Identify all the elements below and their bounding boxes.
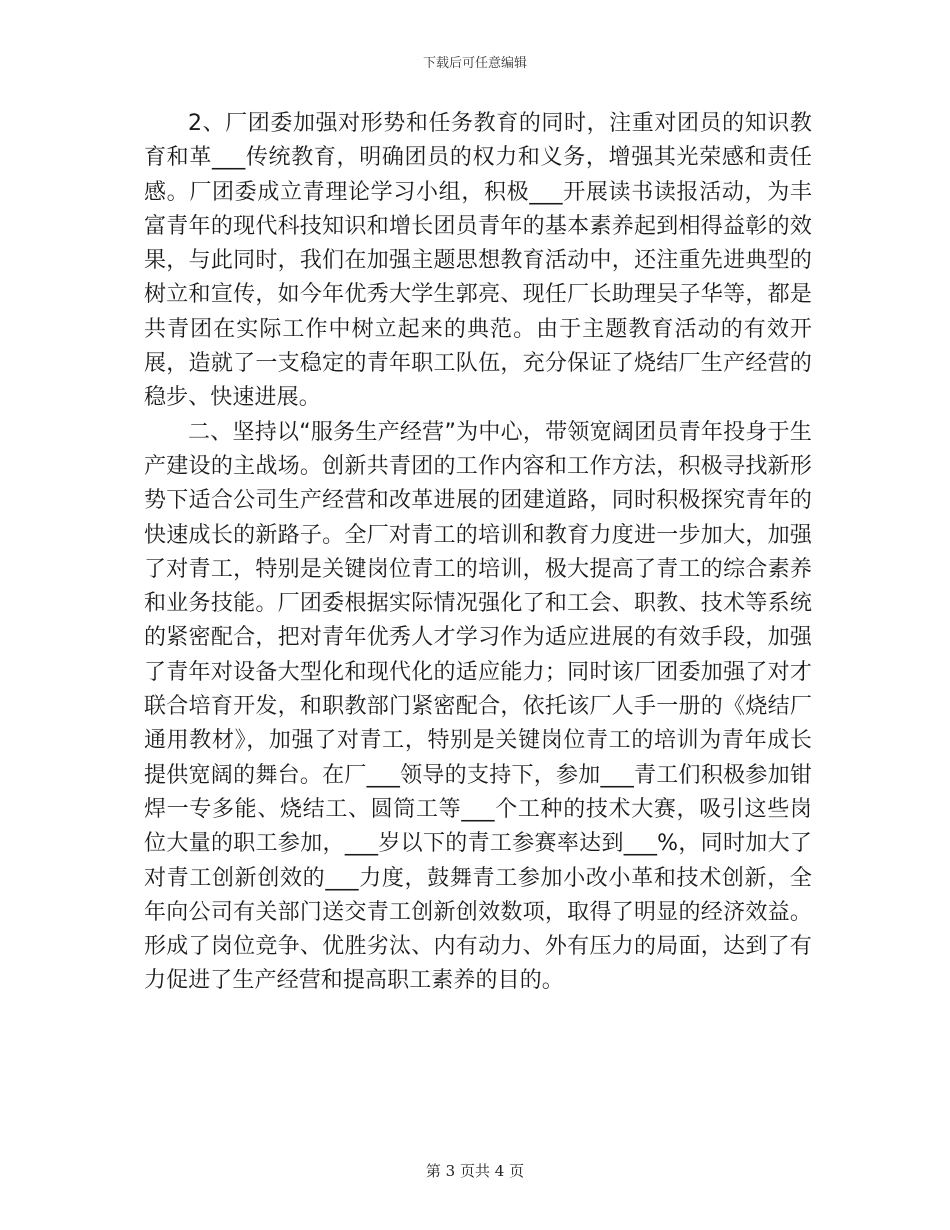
page-number: 第 3 页共 4 页 [425,1162,525,1180]
paragraph-production-service: 二、坚持以“服务生产经营”为中心，带领宽阔团员青年投身于生产建设的主战场。创新共青团的工作内容和工作方法，积极寻找新形势下适合公司生产经营和改革进展的团建道路，同时积极探究青年的快速成长的新路子。全厂对青工的培训和教育力度进一步加大，加强了对青工，特别是关键岗位青工的培训，极大提高了青工的综合素养和业务技能。厂团委根据实际情况强化了和工会、职教、技术等系统的紧密配合，把对青年优秀人才学习作为适应进展的有效手段，加强了青年对设备大型化和现代化的适应能力；同时该厂团委加强了对才联合培育开发，和职教部门紧密配合，依托该厂人手一册的《烧结厂通用教材》，加强了对青工，特别是关键岗位青工的培训为青年成长提供宽阔的舞台。在厂___领导的支持下，参加___青工们积极参加钳焊一专多能、烧结工、圆筒工等___个工种的技术大赛，吸引这些岗位大量的职工参加，___岁以下的青工参赛率达到___%，同时加大了对青工创新创效的___力度，鼓舞青工参加小改小革和技术创新，全年向公司有关部门送交青工创新创效数项，取得了明显的经济效益。形成了岗位竞争、优胜劣汰、内有动力、外有压力的局面，达到了有力促进了生产经营和提高职工素养的目的。 [144,419,812,994]
paragraph-education: 2、厂团委加强对形势和任务教育的同时，注重对团员的知识教育和革___传统教育，明确团员的权力和义务，增强其光荣感和责任感。厂团委成立青理论学习小组，积极___开展读书读报活动，为丰富青年的现代科技知识和增长团员青年的基本素养起到相得益彰的效果，与此同时，我们在加强主题思想教育活动中，还注重先进典型的树立和宣传，如今年优秀大学生郭亮、现任厂长助理吴子华等，都是共青团在实际工作中树立起来的典范。由于主题教育活动的有效开展，造就了一支稳定的青年职工队伍，充分保证了烧结厂生产经营的稳步、快速进展。 [144,111,812,411]
document-body [144,107,812,999]
page-header-note: 下载后可任意编辑 [422,56,527,71]
